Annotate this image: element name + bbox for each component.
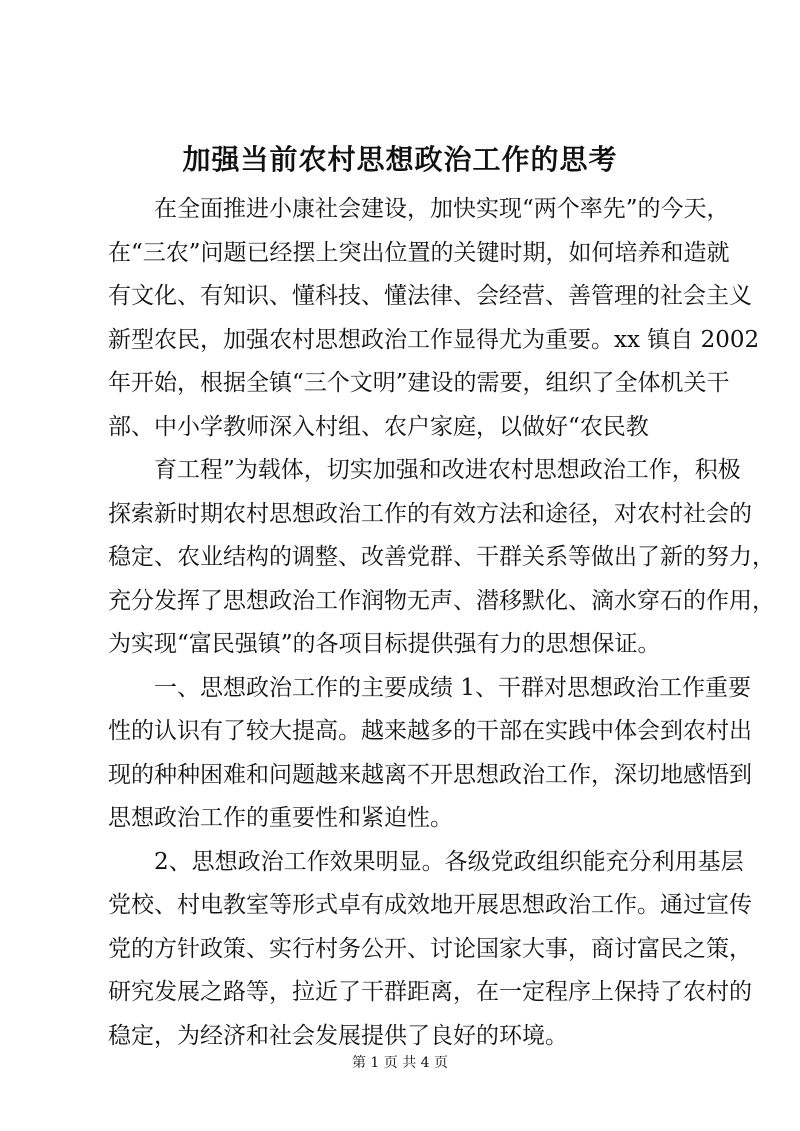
paragraph-1 [108, 188, 760, 449]
text-line: 党的方针政策、实行村务公开、讨论国家大事，商讨富民之策， [108, 935, 752, 962]
text-line: 探索新时期农村思想政治工作的有效方法和途径，对农村社会的 [108, 500, 752, 527]
text-line: 稳定、农业结构的调整、改善党群、干群关系等做出了新的努力， [108, 544, 775, 570]
text-line: 现的种种困难和问题越来越离不开思想政治工作，深切地感悟到 [108, 761, 752, 788]
text-line: 为实现“富民强镇”的各项目标提供强有力的思想保证。 [108, 631, 661, 657]
paragraph-3 [108, 667, 752, 841]
text-line: 在全面推进小康社会建设，加快实现“两个率先”的今天， [154, 196, 730, 222]
text-line: 部、中小学教师深入村组、农户家庭，以做好“农民教 [108, 413, 649, 440]
text-line: 思想政治工作的重要性和紧迫性。 [108, 805, 453, 831]
text-line: 充分发挥了思想政治工作润物无声、潜移默化、滴水穿石的作用， [108, 587, 775, 614]
text-line: 在“三农”问题已经摆上突出位置的关键时期，如何培养和造就 [108, 239, 730, 266]
text-line: 性的认识有了较大提高。越来越多的干部在实践中体会到农村出 [108, 718, 752, 744]
paragraph-4 [108, 841, 752, 1059]
document-body [108, 188, 775, 1058]
text-line: 研究发展之路等，拉近了干群距离，在一定程序上保持了农村的 [108, 979, 752, 1005]
text-line: 年开始，根据全镇“三个文明”建设的需要，组织了全体机关干 [108, 370, 730, 396]
text-line: 稳定，为经济和社会发展提供了良好的环境。 [108, 1022, 568, 1049]
page-footer: 第 1 页 共 4 页 [351, 1055, 449, 1071]
text-line: 党校、村电教室等形式卓有成效地开展思想政治工作。通过宣传 [108, 892, 752, 918]
text-line: 有文化、有知识、懂科技、懂法律、会经营、善管理的社会主义 [108, 283, 752, 309]
text-line: 新型农民，加强农村思想政治工作显得尤为重要。xx 镇自 2002 [108, 326, 760, 353]
document-title: 加强当前农村思想政治工作的思考 [182, 143, 618, 176]
text-line: 一、思想政治工作的主要成绩 1、干群对思想政治工作重要 [154, 674, 751, 701]
paragraph-2 [108, 449, 775, 667]
text-line: 2、思想政治工作效果明显。各级党政组织能充分利用基层 [154, 848, 744, 875]
text-line: 育工程”为载体，切实加强和改进农村思想政治工作，积极 [154, 457, 741, 483]
